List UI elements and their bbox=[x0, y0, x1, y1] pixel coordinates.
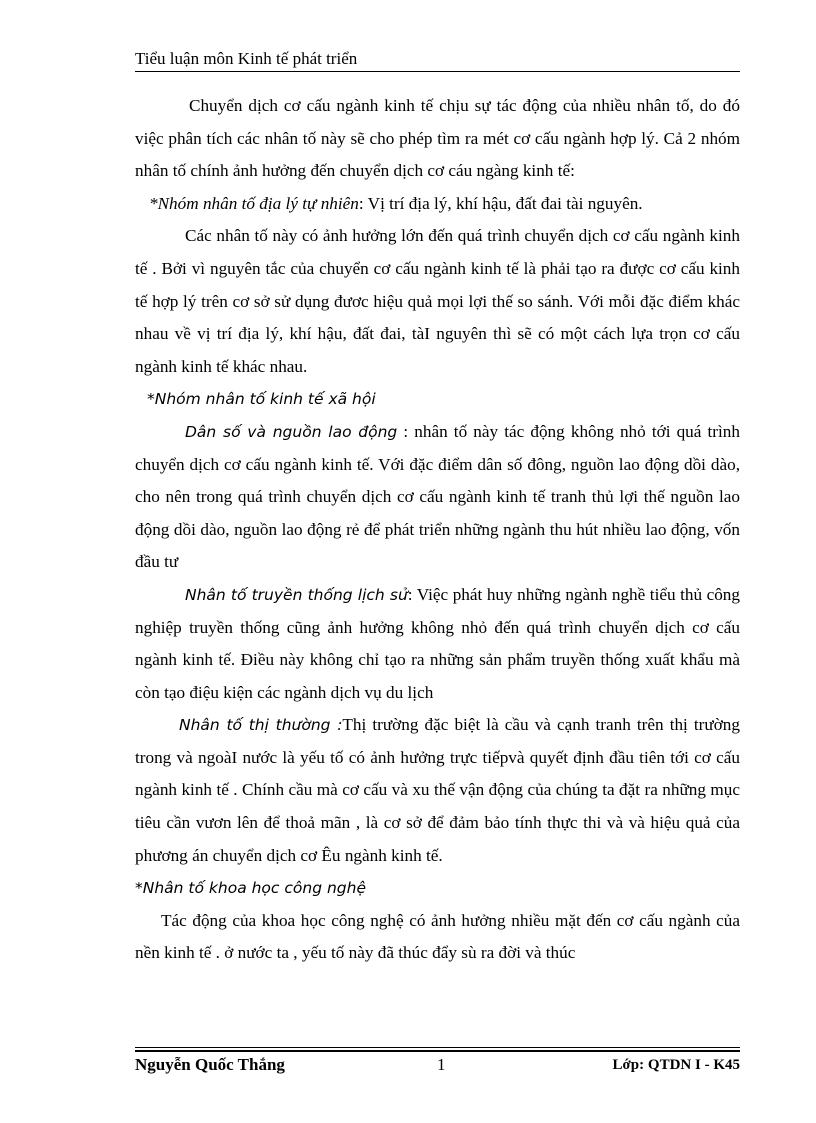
footer-author: Nguyễn Quốc Thắng bbox=[135, 1055, 285, 1074]
population-labor-text: : nhân tố này tác động không nhỏ tới quá trình chuyển dịch cơ cấu ngành kinh tế. Với đặc điểm dân số đông, nguồn lao động dồi dào, cho nên trong quá trình chuyển dịch cơ cấu ngành kinh tế tranh thủ lợi thế nguồn lao động dồi dào, nguồn lao động rẻ để phát triển những ngành thu hút nhiều lao động, vốn đầu tư bbox=[135, 421, 740, 572]
paragraph-natural-factors bbox=[135, 188, 740, 221]
header-divider bbox=[135, 71, 740, 72]
paragraph-population-labor bbox=[135, 416, 740, 579]
paragraph-market bbox=[135, 709, 740, 872]
natural-factors-text: : Vị trí địa lý, khí hậu, đất đai tài nguyên. bbox=[358, 193, 643, 213]
tradition-label: Nhân tố truyền thống lịch sử bbox=[185, 585, 408, 604]
market-text: Thị trường đặc biệt là cầu và cạnh tranh trên thị trường trong và ngoàI nước là yếu tố có ảnh hưởng trực tiếpvà quyết định đầu tiên tới cơ cấu ngành kinh tế . Chính cầu mà cơ cấu và xu thế vận động của chúng ta đặt ra những mục tiêu cần vươn lên để thoả mãn , là cơ sở để đảm bảo tính thực thi và và hiệu quả của phương án chuyển dịch cơ Êu ngành kinh tế. bbox=[135, 715, 740, 865]
paragraph-intro: Chuyển dịch cơ cấu ngành kinh tế chịu sự tác động của nhiều nhân tố, do đó việc phân tích các nhân tố này sẽ cho phép tìm ra mét cơ cấu ngành hợp lý. Cả 2 nhóm nhân tố chính ảnh hưởng đến chuyển dịch cơ cáu ngàng kinh tế: bbox=[135, 96, 740, 181]
page-header-title: Tiểu luận môn Kinh tế phát triển bbox=[135, 49, 358, 68]
tradition-text: : Việc phát huy những ngành nghề tiểu thủ công nghiệp truyền thống cũng ảnh hưởng không nhỏ đến quá trình chuyển dịch cơ cấu ngành kinh tế. Điều này không chỉ tạo ra những sản phẩm truyền thống xuất khẩu mà còn tạo điệu kiện các ngành dịch vụ du lịch bbox=[135, 584, 740, 702]
document-body bbox=[135, 90, 740, 970]
market-label: Nhân tố thị thường : bbox=[179, 716, 343, 735]
heading-socioeconomic-factors: *Nhóm nhân tố kinh tế xã hội bbox=[147, 390, 376, 409]
footer-divider-thick bbox=[135, 1050, 740, 1052]
heading-science-technology: *Nhân tố khoa học công nghệ bbox=[135, 879, 366, 898]
page-number: 1 bbox=[437, 1055, 446, 1074]
population-labor-label: Dân số và nguồn lao động bbox=[185, 422, 398, 441]
paragraph-tradition bbox=[135, 579, 740, 709]
paragraph-natural-factors-detail: Các nhân tố này có ảnh hưởng lớn đến quá trình chuyển dịch cơ cấu ngành kinh tế . Bởi vì nguyên tắc của chuyển cơ cấu ngành kinh tế là phải tạo ra được cơ cấu kinh tế hợp lý trên cơ sở sử dụng đươc hiệu quả mọi lợi thế so sánh. Với mỗi đặc điểm khác nhau về vị trí địa lý, khí hậu, đất đai, tàI nguyên thì sẽ có một cách lựa trọn cơ cấu ngành kinh tế khác nhau. bbox=[135, 226, 740, 376]
footer-class: Lớp: QTDN I - K45 bbox=[612, 1057, 740, 1073]
paragraph-science-technology: Tác động của khoa học công nghệ có ảnh hưởng nhiều mặt đến cơ cấu ngành của nền kinh tế . ở nước ta , yếu tố này đã thúc đẩy sù ra đời và thúc bbox=[135, 910, 740, 963]
natural-factors-label: *Nhóm nhân tố địa lý tự nhiên bbox=[149, 193, 359, 213]
footer-divider-thin bbox=[135, 1047, 740, 1048]
